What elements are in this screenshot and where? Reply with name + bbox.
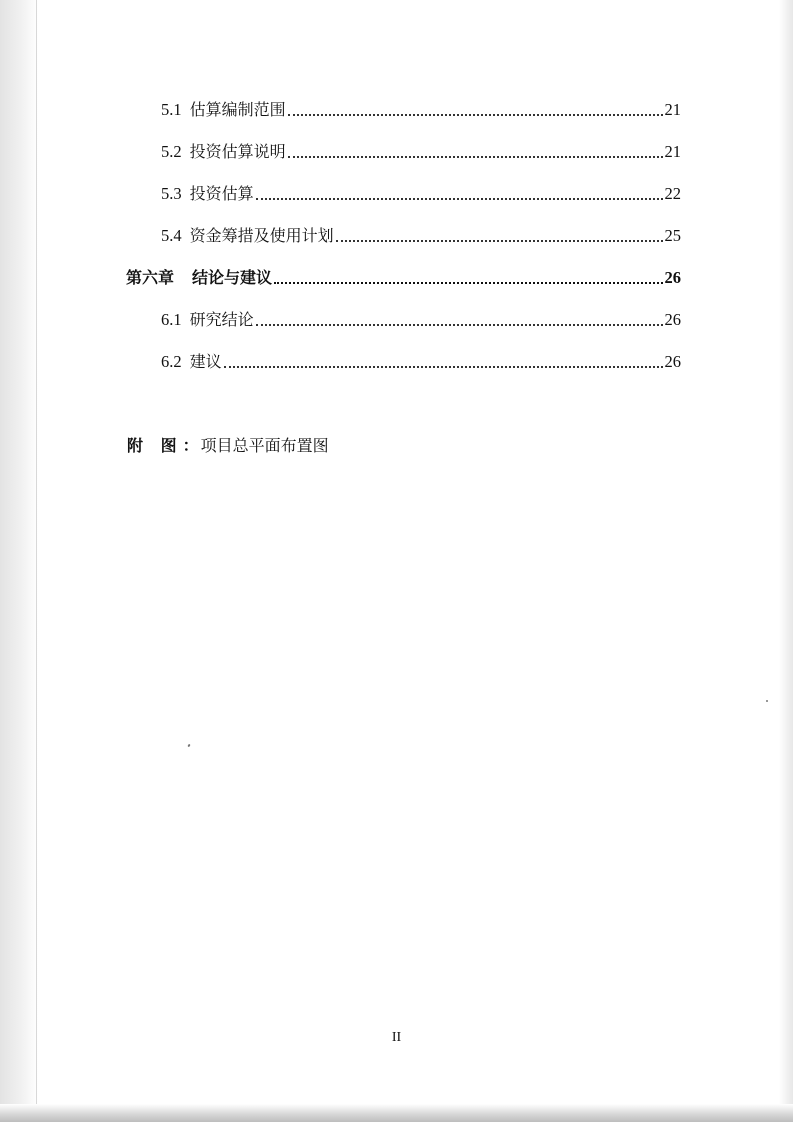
toc-entry-page: 25 (664, 226, 681, 245)
toc-entry-number: 5.4 (161, 226, 182, 245)
toc-entry-title: 估算编制范围 (189, 100, 286, 119)
appendix-title: 项目总平面布置图 (200, 436, 329, 455)
toc-entry-number: 5.2 (161, 142, 182, 161)
toc-entry[interactable] (161, 180, 681, 204)
toc-entry-page: 22 (664, 184, 681, 203)
toc-entry-page: 26 (664, 310, 681, 329)
toc-entry-title: 建议 (189, 352, 222, 371)
toc-entry[interactable] (161, 96, 681, 120)
toc-chapter-title: 结论与建议 (192, 268, 273, 287)
toc-dot-leader (274, 281, 662, 284)
toc-entry[interactable] (161, 138, 681, 162)
toc-entry-title: 资金筹措及使用计划 (189, 226, 334, 245)
toc-chapter-page: 26 (664, 268, 681, 287)
toc-entry[interactable] (161, 222, 681, 246)
toc-entry-number: 6.2 (161, 352, 182, 371)
appendix-label: 附 图 (127, 436, 183, 455)
toc-entry-page: 26 (664, 352, 681, 371)
toc-entry-page: 21 (664, 142, 681, 161)
toc-entry-title: 投资估算 (189, 184, 254, 203)
toc-entry[interactable] (161, 348, 681, 372)
scan-speck (766, 700, 768, 702)
scan-bottom-shadow (0, 1104, 793, 1122)
toc-entry-number: 6.1 (161, 310, 182, 329)
scan-speck (187, 744, 190, 748)
appendix-colon: ： (182, 436, 199, 455)
scan-right-shadow (779, 0, 793, 1122)
toc-dot-leader (256, 323, 663, 326)
toc-dot-leader (288, 155, 663, 158)
toc-entry-number: 5.3 (161, 184, 182, 203)
toc-dot-leader (224, 365, 663, 368)
toc-entry-title: 研究结论 (189, 310, 254, 329)
toc-entry-page: 21 (664, 100, 681, 119)
toc-entry-title: 投资估算说明 (189, 142, 286, 161)
toc-entry-number: 5.1 (161, 100, 182, 119)
appendix-line (127, 433, 329, 456)
toc-dot-leader (288, 113, 663, 116)
toc-chapter-entry[interactable] (126, 264, 681, 288)
scan-left-edge-line (36, 0, 37, 1122)
page-number: II (391, 1030, 402, 1045)
toc-entry[interactable] (161, 306, 681, 330)
toc-chapter-number: 第六章 (126, 268, 175, 287)
toc-dot-leader (336, 239, 663, 242)
scan-left-shadow (0, 0, 38, 1122)
toc-dot-leader (256, 197, 663, 200)
